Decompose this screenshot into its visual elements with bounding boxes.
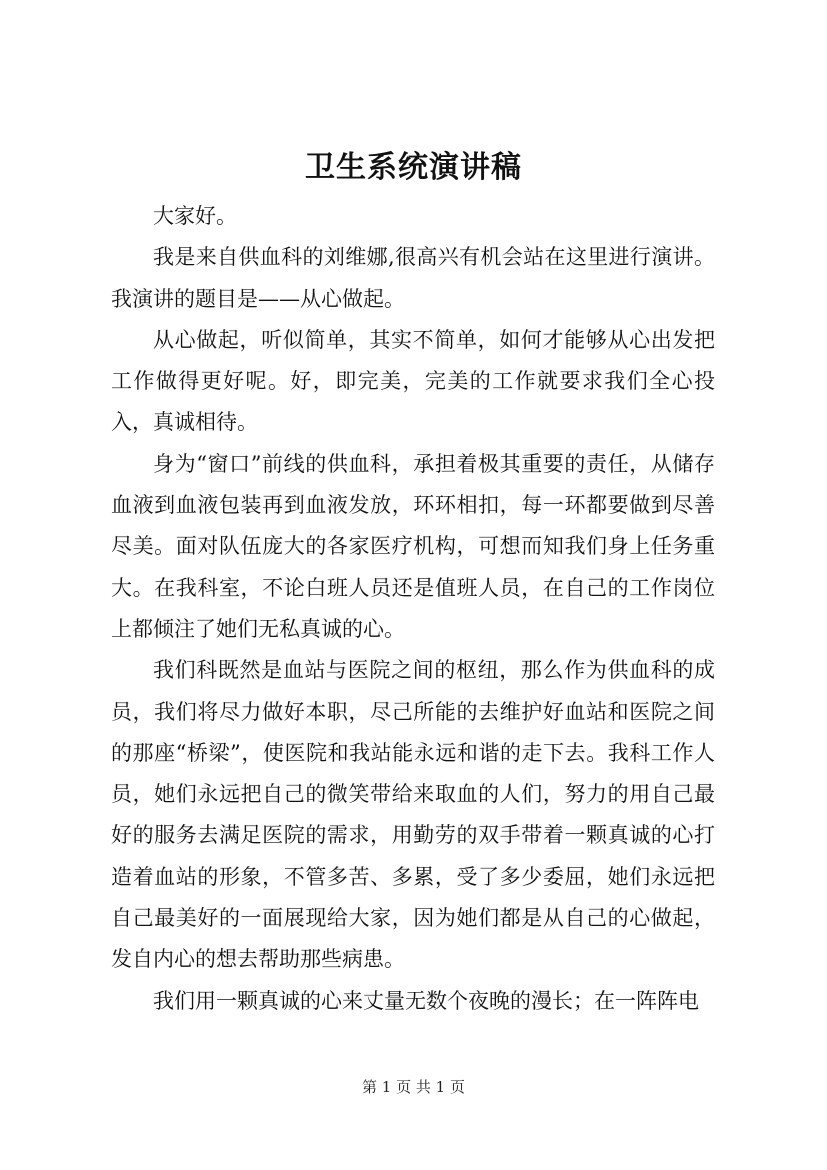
page-footer: 第 1 页 共 1 页 bbox=[362, 1078, 465, 1096]
document-title: 卫生系统演讲稿 bbox=[305, 150, 522, 185]
paragraph-from-the-heart: 从心做起，听似简单，其实不简单，如何才能够从心出发把工作做得更好呢。好，即完美，完美的工作就要求我们全心投入，真诚相待。 bbox=[111, 327, 715, 435]
document-body bbox=[111, 196, 715, 1022]
paragraph-greeting: 大家好。 bbox=[153, 204, 237, 228]
paragraph-bridge: 我们科既然是血站与医院之间的枢纽，那么作为供血科的成员，我们将尽力做好本职，尽己所能的去维护好血站和医院之间的那座“桥梁”，使医院和我站能永远和谐的走下去。我科工作人员，她们永远把自己的微笑带给来取血的人们，努力的用自己最好的服务去满足医院的需求，用勤劳的双手带着一颗真诚的心打造着血站的形象，不管多苦、多累，受了多少委屈，她们永远把自己最美好的一面展现给大家，因为她们都是从自己的心做起，发自内心的想去帮助那些病患。 bbox=[111, 658, 715, 972]
paragraph-night-shifts: 我们用一颗真诚的心来丈量无数个夜晚的漫长；在一阵阵电 bbox=[153, 988, 699, 1013]
paragraph-window-frontline: 身为“窗口”前线的供血科，承担着极其重要的责任，从储存血液到血液包装再到血液发放，环环相扣，每一环都要做到尽善尽美。面对队伍庞大的各家医疗机构，可想而知我们身上任务重大。在我科室，不论白班人员还是值班人员，在自己的工作岗位上都倾注了她们无私真诚的心。 bbox=[111, 451, 715, 641]
paragraph-introduction: 我是来自供血科的刘维娜,很高兴有机会站在这里进行演讲。我演讲的题目是——从心做起。 bbox=[111, 245, 715, 311]
